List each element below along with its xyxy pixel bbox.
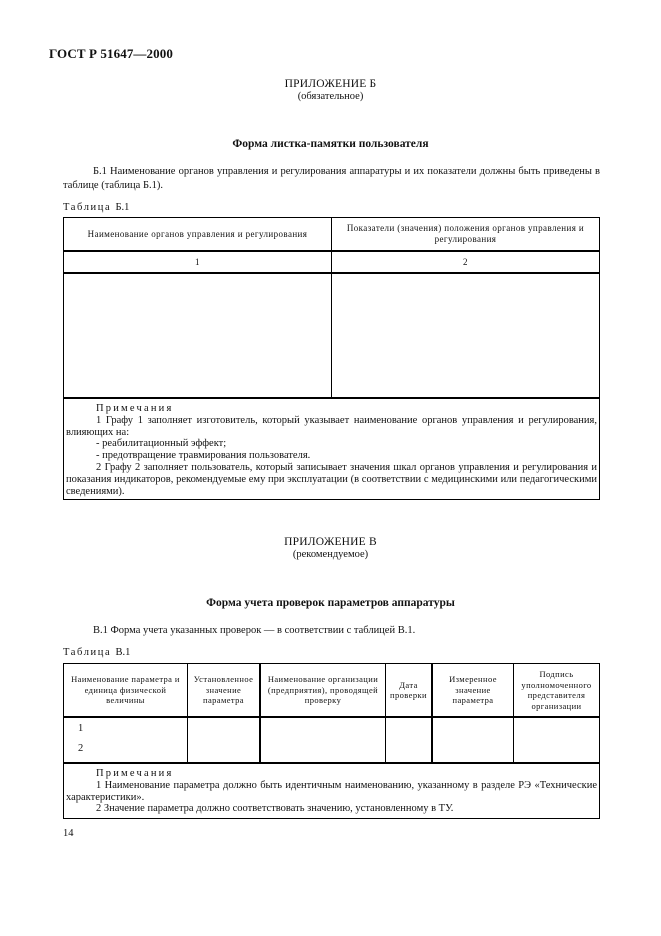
note-1: 1 Наименование параметра должно быть идентичным наименованию, указанному в разделе РЭ «Технические характеристики». (66, 779, 597, 803)
table-caption-label: Таблица (63, 202, 112, 213)
table-cell-empty[interactable] (332, 274, 599, 397)
row-number-cell (64, 718, 188, 762)
table-header-row (64, 218, 599, 252)
table-caption-number: В.1 (115, 647, 131, 658)
column-header: Показатели (значения) положения органов управления и регулирования (346, 223, 585, 244)
note-2: 2 Значение параметра должно соответствовать значению, установленному в ТУ. (96, 803, 454, 815)
table-cell-empty[interactable] (188, 718, 261, 762)
column-header: Наименование органов управления и регулирования (64, 218, 332, 250)
column-header: Наименование организации (предприятия), проводящей проверку (261, 664, 386, 716)
note-1: 1 Графу 1 заполняет изготовитель, который указывает наименование органов управления и регулирования, влияющих на: (66, 414, 597, 438)
row-number: 2 (78, 743, 84, 754)
page-number: 14 (63, 828, 74, 839)
table-row (64, 274, 599, 399)
column-number: 1 (64, 252, 332, 272)
column-header: Измеренное значение параметра (433, 664, 514, 716)
appendix-v-title: ПРИЛОЖЕНИЕ В (284, 536, 377, 548)
table-b1-notes (64, 399, 599, 500)
document-code: ГОСТ Р 51647—2000 (49, 46, 173, 61)
table-cell-empty[interactable] (261, 718, 386, 762)
table-cell-empty[interactable] (514, 718, 599, 762)
table-v1-caption (63, 647, 130, 658)
table-b1-caption (63, 202, 129, 213)
table-v1 (63, 663, 600, 819)
appendix-b-form-title: Форма листка-памятки пользователя (232, 138, 429, 150)
note-1-item: - предотвращение травмирования пользователя. (96, 450, 311, 462)
appendix-v-form-title: Форма учета проверок параметров аппаратуры (206, 597, 455, 609)
appendix-v-paragraph: В.1 Форма учета указанных проверок — в соответствии с таблицей В.1. (93, 625, 416, 636)
column-number: 2 (463, 256, 468, 267)
row-number: 1 (78, 723, 84, 734)
appendix-b-paragraph: Б.1 Наименование органов управления и регулирования аппаратуры и их показатели должны быть приведены в таблице (таблица Б.1). (63, 166, 600, 191)
table-body-row (64, 718, 599, 764)
table-cell-empty[interactable] (433, 718, 514, 762)
table-cell-empty[interactable] (64, 274, 332, 397)
table-caption-number: Б.1 (115, 202, 130, 213)
column-header: Установленное значение параметра (188, 664, 261, 716)
table-header-row (64, 664, 599, 718)
appendix-b-title: ПРИЛОЖЕНИЕ Б (284, 78, 377, 90)
column-number-row (64, 252, 599, 274)
appendix-v-status: (рекомендуемое) (292, 549, 369, 560)
appendix-b-status: (обязательное) (297, 91, 364, 102)
column-header: Подпись уполномоченного представителя организации (521, 669, 592, 711)
table-v1-notes (64, 764, 599, 818)
note-2: 2 Графу 2 заполняет пользователь, который записывает значения шкал органов управления и регулирования и показания индикаторов, рекомендуемые ему при эксплуатации (в соответствии с медицинскими или педагогическими сведениями). (66, 461, 597, 497)
table-caption-label: Таблица (63, 647, 112, 658)
column-header: Дата проверки (386, 664, 433, 716)
notes-header: Примечания (96, 768, 174, 779)
notes-header: Примечания (96, 403, 174, 414)
column-header: Наименование параметра и единица физической величины (64, 664, 188, 716)
table-b1 (63, 217, 600, 500)
table-cell-empty[interactable] (386, 718, 433, 762)
note-1-item: - реабилитационный эффект; (96, 438, 227, 450)
